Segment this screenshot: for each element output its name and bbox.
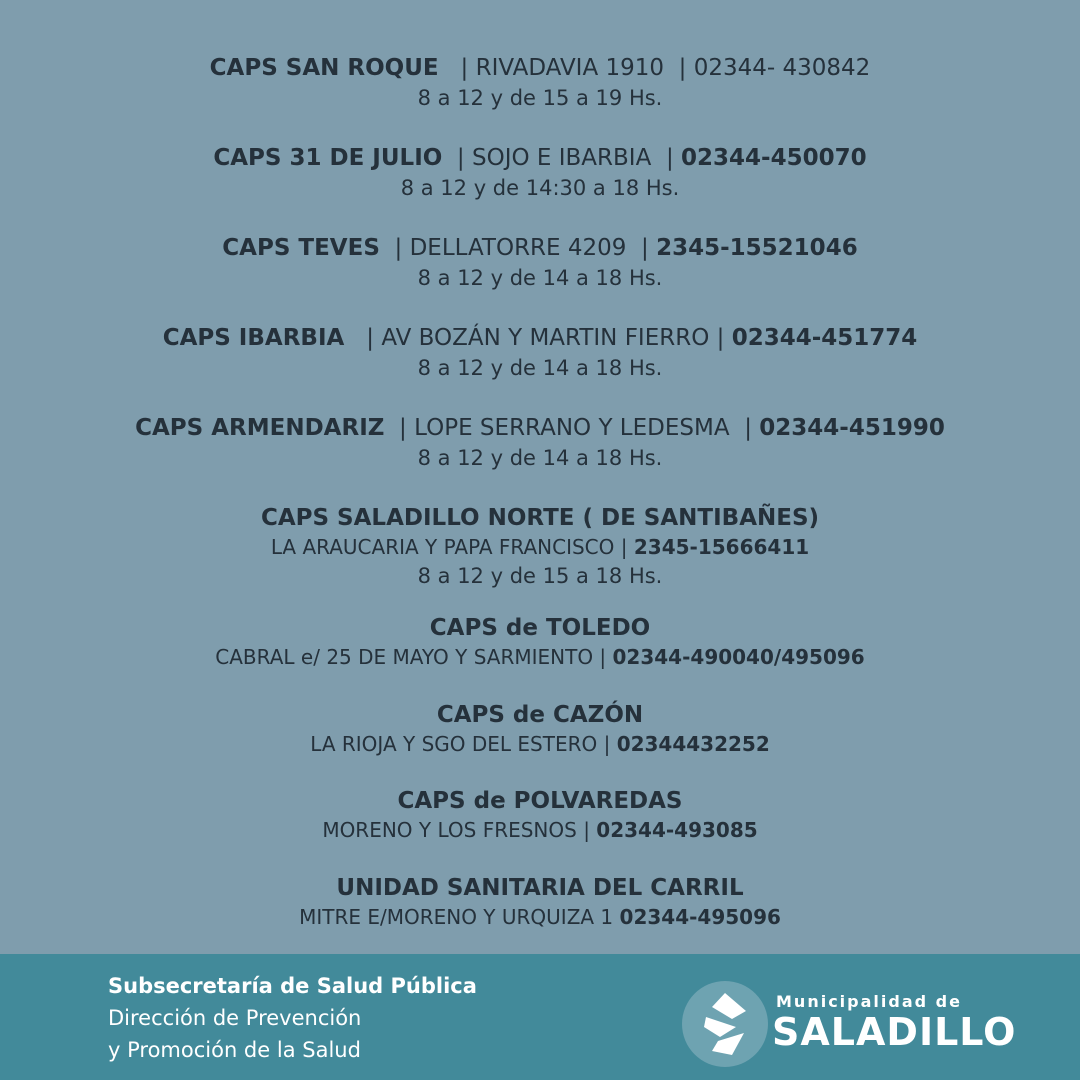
caps-entry-san-roque — [0, 53, 1080, 113]
center-phone: 02344-451774 — [731, 325, 918, 351]
separator: | — [709, 325, 725, 351]
center-address: LOPE SERRANO Y LEDESMA — [414, 415, 730, 441]
subsecretaria-line: Subsecretaría de Salud Pública — [108, 974, 477, 998]
separator: | — [576, 818, 597, 842]
caps-entry-saladillo-norte — [0, 503, 1080, 591]
footer-bar — [0, 954, 1080, 1080]
direccion-line: Dirección de Prevención — [108, 1006, 362, 1030]
center-address: AV BOZÁN Y MARTIN FIERRO — [381, 325, 710, 351]
center-phone: 02344-450070 — [681, 145, 867, 171]
center-name: CAPS de POLVAREDAS — [397, 788, 683, 814]
center-phone: 02344432252 — [616, 732, 770, 756]
center-name: CAPS ARMENDARIZ — [135, 415, 385, 441]
center-address: SOJO E IBARBIA — [472, 145, 652, 171]
center-name: CAPS SAN ROQUE — [209, 55, 439, 81]
center-hours: 8 a 12 y de 15 a 19 Hs. — [417, 86, 663, 110]
caps-entry-toledo — [0, 613, 1080, 671]
center-address: MITRE E/MORENO Y URQUIZA 1 — [299, 905, 614, 929]
center-hours: 8 a 12 y de 14 a 18 Hs. — [417, 266, 663, 290]
center-phone: 02344-493085 — [596, 818, 758, 842]
department-text — [108, 970, 477, 1066]
center-name: CAPS 31 DE JULIO — [213, 145, 443, 171]
center-phone: 02344- 430842 — [693, 55, 871, 81]
center-phone: 2345-15666411 — [633, 535, 810, 559]
logo-municipalidad-text: Municipalidad de — [776, 992, 962, 1011]
separator: | — [593, 645, 613, 669]
separator: | — [614, 535, 634, 559]
caps-entry-del-carril — [0, 873, 1080, 931]
center-hours: 8 a 12 y de 15 a 18 Hs. — [417, 564, 663, 588]
center-phone: 02344-451990 — [759, 415, 945, 441]
caps-entry-armendariz — [0, 413, 1080, 473]
center-hours: 8 a 12 y de 14:30 a 18 Hs. — [400, 176, 680, 200]
center-address: DELLATORRE 4209 — [409, 235, 627, 261]
center-name: CAPS de TOLEDO — [429, 615, 651, 641]
center-hours: 8 a 12 y de 14 a 18 Hs. — [417, 356, 663, 380]
center-name: CAPS IBARBIA — [162, 325, 345, 351]
separator: | — [438, 55, 469, 81]
center-name: UNIDAD SANITARIA DEL CARRIL — [336, 875, 744, 901]
separator: | — [597, 732, 617, 756]
separator: | — [379, 235, 403, 261]
center-name: CAPS SALADILLO NORTE ( DE SANTIBAÑES) — [260, 505, 820, 531]
separator: | — [384, 415, 407, 441]
separator: | — [626, 235, 649, 261]
caps-entry-cazon — [0, 700, 1080, 758]
saladillo-logo-icon — [682, 981, 768, 1067]
center-address: CABRAL e/ 25 DE MAYO Y SARMIENTO — [215, 645, 594, 669]
caps-entry-ibarbia — [0, 323, 1080, 383]
center-address: LA ARAUCARIA Y PAPA FRANCISCO — [270, 535, 615, 559]
logo-saladillo-text: SALADILLO — [772, 1010, 1017, 1054]
center-address: RIVADAVIA 1910 — [475, 55, 665, 81]
separator: | — [344, 325, 374, 351]
center-name: CAPS TEVES — [222, 235, 380, 261]
caps-entry-polvaredas — [0, 786, 1080, 844]
separator: | — [442, 145, 465, 171]
center-name: CAPS de CAZÓN — [436, 702, 644, 728]
promocion-line: y Promoción de la Salud — [108, 1038, 361, 1062]
caps-entry-31-de-julio — [0, 143, 1080, 203]
center-phone: 02344-495096 — [619, 905, 781, 929]
separator: | — [664, 55, 687, 81]
center-address: MORENO Y LOS FRESNOS — [322, 818, 577, 842]
center-phone: 2345-15521046 — [656, 235, 858, 261]
separator: | — [651, 145, 674, 171]
center-hours: 8 a 12 y de 14 a 18 Hs. — [417, 446, 663, 470]
separator: | — [729, 415, 752, 441]
caps-entry-teves — [0, 233, 1080, 293]
center-address: LA RIOJA Y SGO DEL ESTERO — [310, 732, 598, 756]
center-phone: 02344-490040/495096 — [612, 645, 865, 669]
